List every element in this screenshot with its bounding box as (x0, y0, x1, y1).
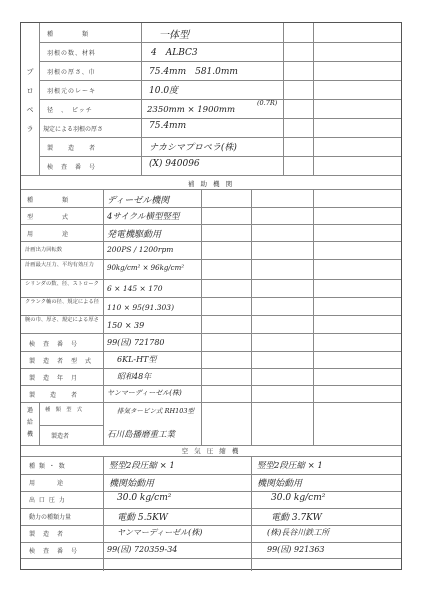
auxiliary-row-value: 90kg/cm² × 96kg/cm² (107, 264, 185, 272)
propeller-row-value: 75.4mm 581.0mm (149, 67, 238, 77)
propeller-row-value: 10.0度 (149, 86, 179, 96)
auxiliary-row-label: 製 造 者 型 式 (29, 358, 93, 365)
supercharger-row-label: 種 類 型 式 (45, 407, 83, 413)
supercharger-side-char: 過 (26, 407, 33, 414)
propeller-row-label: 羽根の厚さ、巾 (47, 69, 96, 76)
auxiliary-row-label: クランク軸の径、規定による径 (25, 299, 100, 305)
compressor-value-2: 竪型2段圧縮 × 1 (257, 461, 323, 471)
auxiliary-row-label: 種 類 (27, 197, 70, 204)
auxiliary-row-value: 昭和48年 (117, 372, 152, 381)
propeller-side-char: プ (26, 68, 34, 76)
auxiliary-row-value: 150 × 39 (107, 321, 145, 330)
supercharger-side-char: 給 (26, 419, 33, 426)
auxiliary-row-label: 検 査 番 号 (29, 341, 79, 348)
propeller-row-value: 75.4mm (149, 121, 187, 131)
propeller-row-label: 種 類 (47, 31, 90, 38)
compressor-value-2: 電動 3.7KW (271, 513, 322, 523)
auxiliary-row-label: 製 造 年 月 (29, 375, 79, 382)
propeller-row-value: 2350mm × 1900mm (147, 105, 236, 115)
compressor-value-1: 電動 5.5KW (117, 513, 168, 523)
auxiliary-row-label: 型 式 (27, 214, 70, 221)
compressor-value-1: 30.0 kg/cm² (117, 493, 172, 503)
propeller-section (21, 23, 401, 176)
propeller-row-label: 径 、 ピッチ (47, 107, 93, 114)
auxiliary-row-value: 200PS / 1200rpm (107, 245, 174, 254)
supercharger-side-char: 機 (26, 431, 33, 438)
auxiliary-section-title: 補 助 機 関 (187, 180, 235, 188)
propeller-row-label: 検 査 番 号 (47, 164, 97, 171)
propeller-side-label (25, 63, 35, 139)
compressor-row-label: 用 途 (29, 480, 65, 487)
supercharger-row-value: 石川島播磨重工業 (107, 430, 176, 440)
supercharger-row-value: 排気タービン式 RH103型 (117, 407, 195, 415)
propeller-row-value: (X) 940096 (149, 159, 200, 169)
propeller-side-char: ラ (26, 125, 34, 133)
compressor-value-2: (株)長谷川鉄工所 (267, 528, 330, 537)
compressor-row-label: 検 査 番 号 (29, 548, 79, 555)
air-compressor-section (21, 445, 401, 571)
auxiliary-row-value: 発電機駆動用 (107, 230, 162, 240)
supercharger-row-label: 製造者 (51, 433, 70, 440)
auxiliary-row-label: シリンダの数、径、ストローク (25, 281, 99, 287)
auxiliary-row-label: 腕の巾、厚さ、規定による厚さ (25, 317, 99, 323)
compressor-section-title: 空 気 圧 縮 機 (181, 447, 241, 455)
propeller-side-char: ロ (26, 87, 34, 95)
auxiliary-row-value: 99(因) 721780 (107, 338, 165, 347)
propeller-side-char: ペ (26, 106, 34, 114)
compressor-value-1: 機関始動用 (109, 479, 155, 489)
auxiliary-engine-section (21, 175, 401, 446)
propeller-pitch-note: (0.7R) (257, 99, 278, 107)
auxiliary-row-label: 計画出力回転数 (25, 247, 63, 253)
auxiliary-row-label: 製 造 者 (29, 392, 79, 399)
auxiliary-row-value: 110 × 95(91.303) (107, 303, 175, 312)
compressor-value-2: 99(因) 921363 (267, 545, 325, 554)
auxiliary-row-label: 用 途 (27, 231, 70, 238)
auxiliary-row-value: 6KL-HT型 (117, 355, 157, 364)
supercharger-side-label (25, 405, 35, 441)
propeller-row-label: 羽根元のレーキ (47, 88, 97, 95)
propeller-row-value: 一体型 (159, 30, 189, 41)
propeller-row-label: 製 造 者 (47, 145, 97, 152)
compressor-row-label: 動力の種類力量 (29, 514, 72, 521)
compressor-value-2: 機関始動用 (257, 479, 303, 489)
compressor-value-2: 30.0 kg/cm² (271, 493, 326, 503)
compressor-value-1: 竪型2段圧縮 × 1 (109, 461, 175, 471)
compressor-row-label: 出 口 圧 力 (29, 497, 66, 504)
auxiliary-row-value: 6 × 145 × 170 (107, 284, 163, 293)
inspection-form-sheet (20, 22, 402, 570)
propeller-row-value: 4 ALBC3 (151, 48, 198, 58)
auxiliary-row-value: ディーゼル機関 (107, 196, 170, 206)
compressor-row-label: 種 類 ・ 数 (29, 463, 66, 470)
compressor-row-label: 製 造 者 (29, 531, 65, 538)
auxiliary-row-value: 4サイクル横型竪型 (107, 212, 180, 222)
compressor-value-1: ヤンマーディーゼル(株) (117, 528, 203, 537)
propeller-row-label: 規定による羽根の厚さ (43, 126, 104, 133)
auxiliary-row-value: ヤンマーディーゼル(株) (107, 389, 182, 397)
auxiliary-row-label: 計画最大圧力、平均有効圧力 (25, 262, 94, 268)
propeller-row-label: 羽根の数、材料 (47, 50, 97, 57)
propeller-row-value: ナカシマプロペラ(株) (149, 143, 237, 153)
compressor-value-1: 99(因) 720359-34 (107, 545, 178, 554)
